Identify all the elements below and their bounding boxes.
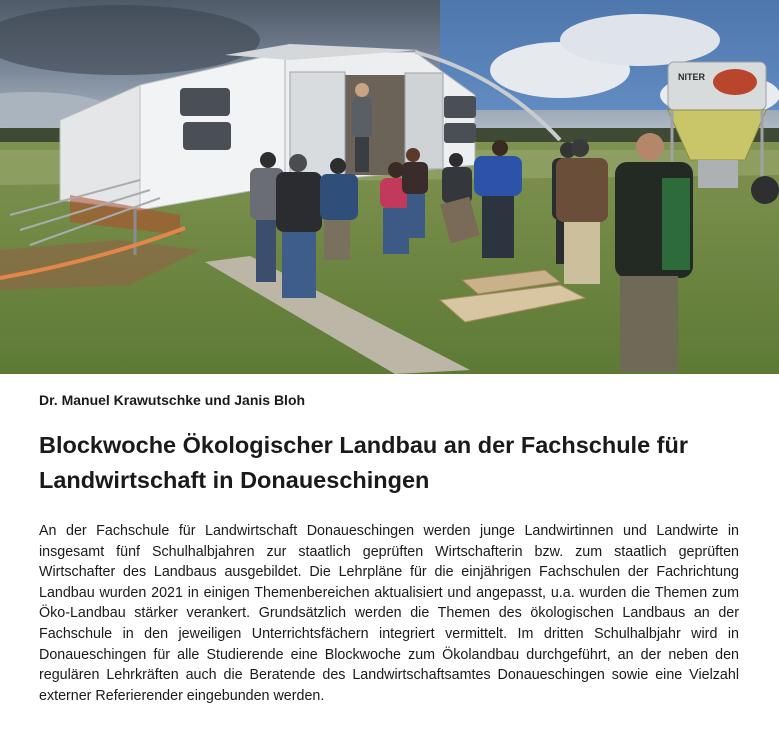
silo-label: NITER [678, 72, 705, 82]
article-body-text: An der Fachschule für Landwirtschaft Donaueschingen werden junge Landwirtinnen und Landwirte in insgesamt fünf Schulhalbjahren zur staatlich geprüften Wirtschafterin bzw. zum staatlich geprüften Wirtschafter des Landbaus ausgebildet. Die Lehrpläne für die einjährigen Fachschulen der Fachrichtung Landbau wurden 2021 in einigen Themenbereichen aktualisiert und angepasst, u.a. wurden die Themen zum Öko-Landbau stärker verankert. Grundsätzlich werden die Themen des ökologischen Landbaus an der Fachschule in den jeweiligen Unterrichtsfächern integriert vermittelt. Im dritten Schulhalbjahr wird in Donaueschingen für alle Studierende eine Blockwoche zum Ökolandbau durchgeführt, an der neben den regulären Lehrkräften auch die Beratende des Landwirtschaftsamtes Donaueschingen sowie eine Vielzahl externer Referierender eingebunden werden. [39, 523, 739, 704]
person [276, 154, 322, 298]
cloud [560, 14, 720, 66]
article-title: Blockwoche Ökologischer Landbau an der Fachschule für Landwirtschaft in Donaueschingen [39, 432, 689, 493]
article-author: Dr. Manuel Krawutschke und Janis Bloh [39, 392, 306, 408]
